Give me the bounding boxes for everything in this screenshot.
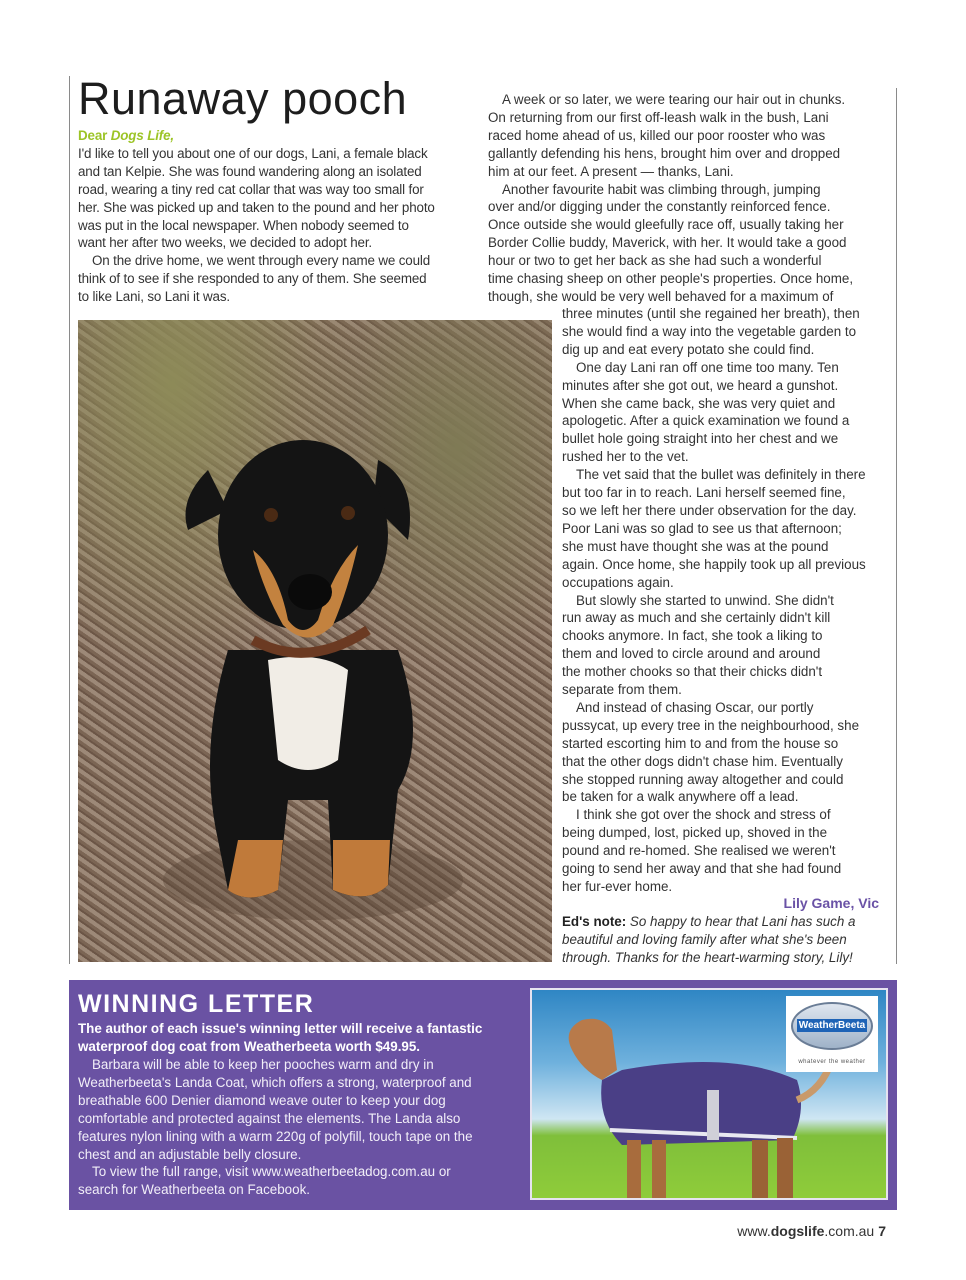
logo-oval [791,1002,873,1050]
text-line: so we left her there under observation for the day. [562,502,857,518]
text-line: was put in the local newspaper. When nobody seemed to [78,217,409,233]
text-line: separate from them. [562,682,682,698]
text-line: over and/or digging under the constantly reinforced fence. [488,199,831,215]
text-line: To view the full range, visit www.weatherbeetadog.com.au or [92,1164,451,1180]
text-line: she stopped running away altogether and could [562,771,844,787]
logo-tagline: whatever the weather [798,1059,866,1065]
text-line: comfortable and protected against the elements. The Landa also [78,1110,461,1126]
greeting-prefix: Dear [78,128,111,143]
text-line: Barbara will be able to keep her pooches warm and dry in [92,1057,434,1072]
text-line: The vet said that the bullet was definitely in there [576,467,866,483]
text-line: again. Once home, she happily took up all previous [562,556,866,572]
text-line: her. She was picked up and taken to the pound and her photo [78,199,435,215]
page-number: 7 [878,1223,886,1239]
logo-text: WeatherBeeta [798,1020,866,1031]
winning-body-text [78,1056,473,1199]
text-line: she would find a way into the vegetable garden to [562,323,857,339]
column-3 [562,305,866,896]
text-line: be taken for a walk anywhere off a lead. [562,789,799,805]
text-line: think of to see if she responded to any of them. She seemed [78,271,427,287]
winning-letter-intro [78,1020,482,1056]
text-line: to like Lani, so Lani it was. [78,289,230,305]
editors-note [562,913,855,967]
footer-url-prefix: www. [737,1223,771,1239]
text-line: three minutes (until she regained her breath), then [562,306,860,321]
intro-line: waterproof dog coat from Weatherbeeta worth $49.95. [78,1038,421,1054]
column-rule-right [896,88,897,964]
text-line: but too far in to reach. Lani herself seemed fine, [562,485,846,501]
letter-signature: Lily Game, Vic [783,895,879,911]
article-title: Runaway pooch [78,73,408,124]
footer-url-brand: dogslife [770,1223,825,1239]
weatherbeeta-logo [786,996,878,1072]
text-line: her fur-ever home. [562,879,673,894]
text-line: I think she got over the shock and stress of [576,807,831,823]
text-line: occupations again. [562,574,674,590]
winning-letter-body [78,1056,473,1199]
text-line: gallantly defending his hens, brought him over and dropped [488,145,841,161]
text-line: and tan Kelpie. She was found wandering along an isolated [78,163,422,179]
text-line: features nylon lining with a warm 220g of polyfill, touch tape on the [78,1128,473,1144]
column-2-text [488,91,853,306]
text-line: I'd like to tell you about one of our dogs, Lani, a female black [78,145,428,161]
column-1-text [78,145,435,306]
text-line: bullet hole going straight into her chest and we [562,431,839,447]
text-line: raced home ahead of us, killed our poor rooster who was [488,127,826,143]
text-line: run away as much and she certainly didn't kill [562,610,831,626]
text-line: want her after two weeks, we decided to adopt her. [78,235,372,251]
weatherbeeta-ad-image [530,988,888,1200]
column-2 [488,91,853,306]
text-line: When she came back, she was very quiet and [562,395,836,411]
text-line: them and loved to circle around and around [562,646,821,662]
editors-note-label: Ed's note: [562,914,627,929]
text-line: that the other dogs didn't chase him. Eventually [562,753,843,769]
text-line: Border Collie buddy, Maverick, with her. It would take a good [488,235,847,251]
dog-photo [78,320,552,962]
text-line: chooks anymore. In fact, she took a liking to [562,628,823,644]
page-footer [737,1223,886,1240]
text-line: But slowly she started to unwind. She didn't [576,592,834,608]
column-3-text [562,305,866,896]
footer-url-suffix: .com.au [824,1223,875,1239]
column-rule-left [69,76,70,964]
greeting [78,127,435,145]
kelpie-dog-image [78,320,552,962]
intro-line: The author of each issue's winning letter will receive a fantastic [78,1021,483,1036]
text-line: On returning from our first off-leash walk in the bush, Lani [488,109,829,125]
text-line: Weatherbeeta's Landa Coat, which offers a strong, waterproof and [78,1074,472,1090]
text-line: started escorting him to and from the house so [562,735,839,751]
editors-note-line: beautiful and loving family after what she's been [562,931,847,947]
text-line: time chasing sheep on other people's properties. Once home, [488,271,854,287]
greeting-magazine: Dogs Life, [110,128,174,143]
text-line: chest and an adjustable belly closure. [78,1146,302,1162]
text-line: And instead of chasing Oscar, our portly [576,699,814,715]
text-line: minutes after she got out, we heard a gunshot. [562,377,839,393]
text-line: going to send her away and that she had found [562,861,842,877]
text-line: On the drive home, we went through every name we could [92,253,431,269]
editors-note-line: through. Thanks for the heart-warming story, Lily! [562,949,853,965]
text-line: Another favourite habit was climbing through, jumping [502,181,821,197]
text-line: rushed her to the vet. [562,449,689,465]
text-line: hour or two to get her back as she had such a wonderful [488,253,822,269]
text-line: Once outside she would gleefully race off, usually taking her [488,217,844,233]
editors-note-line: So happy to hear that Lani has such a [626,914,856,929]
text-line: road, wearing a tiny red cat collar that was way too small for [78,181,424,197]
text-line: A week or so later, we were tearing our hair out in chunks. [502,92,846,107]
column-1 [78,127,435,306]
text-line: she must have thought she was at the pound [562,538,829,554]
text-line: being dumped, lost, picked up, shoved in the [562,825,828,841]
text-line: apologetic. After a quick examination we found a [562,413,850,429]
text-line: breathable 600 Denier diamond weave outer to keep your dog [78,1092,446,1108]
text-line: the mother chooks so that their chicks didn't [562,664,823,680]
text-line: Poor Lani was so glad to see us that afternoon; [562,520,842,536]
text-line: pound and re-homed. She realised we weren't [562,843,836,859]
text-line: him at our feet. A present — thanks, Lani. [488,163,734,179]
text-line: search for Weatherbeeta on Facebook. [78,1182,310,1198]
text-line: One day Lani ran off one time too many. Ten [576,359,839,375]
text-line: though, she would be very well behaved for a maximum of [488,288,834,304]
winning-letter-heading: WINNING LETTER [78,990,315,1018]
text-line: pussycat, up every tree in the neighbourhood, she [562,717,860,733]
text-line: dig up and eat every potato she could find. [562,341,815,357]
